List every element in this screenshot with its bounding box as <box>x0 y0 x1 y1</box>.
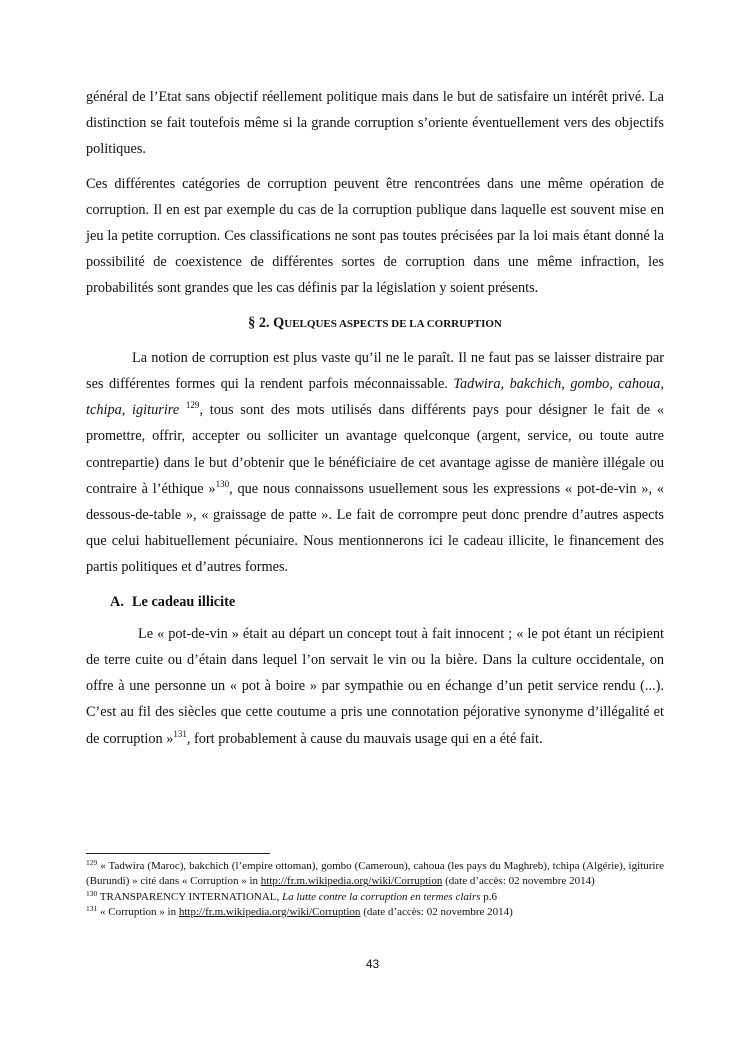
footnote-after: p.6 <box>480 890 498 903</box>
footnote-after: (date d’accès: 02 novembre 2014) <box>360 905 513 918</box>
paragraph-2: Ces différentes catégories de corruption peuvent être rencontrées dans une même opération de corruption. Il en est par exemple du cas de la corruption publique dans laquelle est souvent mise en jeu la petite corruption. Ces classifications ne sont pas toutes précisées par la loi mais étant donné la possibilité de coexistence de différentes sortes de corruption dans une même infraction, les probabilités sont grandes que les cas définis par la législation y soient présents. <box>86 175 664 297</box>
paragraph-3-part3: , que nous connaissons usuellement sous les expressions « pot-de-vin », « dessous-de-table », « graissage de patte ». Le fait de corrompre peut donc prendre d’autres aspects que celui habituellement pécuniaire. Nous mentionnerons ici le cadeau illicite, le financement des partis politiques et d’autres formes. <box>86 480 665 576</box>
section-heading <box>86 310 664 337</box>
subsection-title: Le cadeau illicite <box>132 593 236 610</box>
paragraph-3-part2: , tous sont des mots utilisés dans différents pays pour désigner le fait de « promettre, offrir, accepter ou solliciter un avantage quelconque (argent, service, ou toute autre contrepartie) dans le but d’obtenir que le bénéficiaire de cet avantage agisse de manière illégale ou contraire à l’éthique » <box>86 402 664 497</box>
section-heading-prefix: § 2. Q <box>248 314 285 331</box>
paragraph-4-part1: Le « pot-de-vin » était au départ un concept tout à fait innocent ; « le pot étant un récipient de terre cuite ou d’étain dans lequel l’on servait le vin ou la bière. Dans la culture occidentale, on offre à une personne un « pot à boire » par sympathie ou en échange d’un petit service rendu (...). C’est au fil des siècles que cette coutume a pris une connotation péjorative synonyme d’illégalité et de corruption » <box>86 625 664 747</box>
footnote-text: TRANSPARENCY INTERNATIONAL, <box>97 890 283 903</box>
footnote-italic-title: La lutte contre la corruption en termes clairs <box>282 890 481 903</box>
footnote-link[interactable]: http://fr.m.wikipedia.org/wiki/Corruption <box>260 875 443 888</box>
paragraph-4-part2: , fort probablement à cause du mauvais usage qui en a été fait. <box>186 730 543 747</box>
paragraph-3-part1: La notion de corruption est plus vaste qu’il ne le paraît. Il ne faut pas se laisser distraire par ses différentes formes qui la rendent parfois méconnaissable. <box>86 349 664 393</box>
footnote-ref-130[interactable]: 130 <box>215 478 230 489</box>
paragraph-1: général de l’Etat sans objectif réellement politique mais dans le but de satisfaire un intérêt privé. La distinction se fait toutefois même si la grande corruption s’oriente éventuellement vers des objectifs politiques. <box>86 89 664 158</box>
footnote-129 <box>86 859 664 890</box>
footnote-text: « Tadwira (Maroc), bakchich (l’empire ottoman), gombo (Cameroun), cahoua (les pays du Maghreb), tchipa (Algérie), igiturire (Burundi) » cité dans « Corruption » in <box>86 860 664 888</box>
footnote-after: (date d’accès: 02 novembre 2014) <box>442 875 595 888</box>
footnote-number: 130 <box>86 888 98 898</box>
page-number: 43 <box>365 957 380 971</box>
section-heading-rest: UELQUES ASPECTS DE LA CORRUPTION <box>284 317 502 330</box>
paragraph-3-italic-terms: Tadwira, bakchich, gombo, cahoua, tchipa, igiturire <box>86 376 664 419</box>
footnote-ref-129[interactable]: 129 <box>185 400 200 411</box>
footnote-ref-131[interactable]: 131 <box>173 728 187 739</box>
footnote-number: 131 <box>86 903 98 913</box>
footnote-number: 129 <box>86 858 98 867</box>
paragraph-4 <box>86 621 664 752</box>
footnote-130 <box>86 890 664 905</box>
footnote-separator <box>86 853 270 854</box>
footnote-text: « Corruption » in <box>97 905 179 918</box>
footnote-131 <box>86 905 664 920</box>
subsection-letter: A. <box>110 593 124 610</box>
paragraph-3 <box>86 345 664 581</box>
footnotes <box>86 859 664 920</box>
subsection-heading <box>110 589 664 615</box>
footnote-link[interactable]: http://fr.m.wikipedia.org/wiki/Corruption <box>178 905 361 918</box>
page-body <box>86 84 664 752</box>
